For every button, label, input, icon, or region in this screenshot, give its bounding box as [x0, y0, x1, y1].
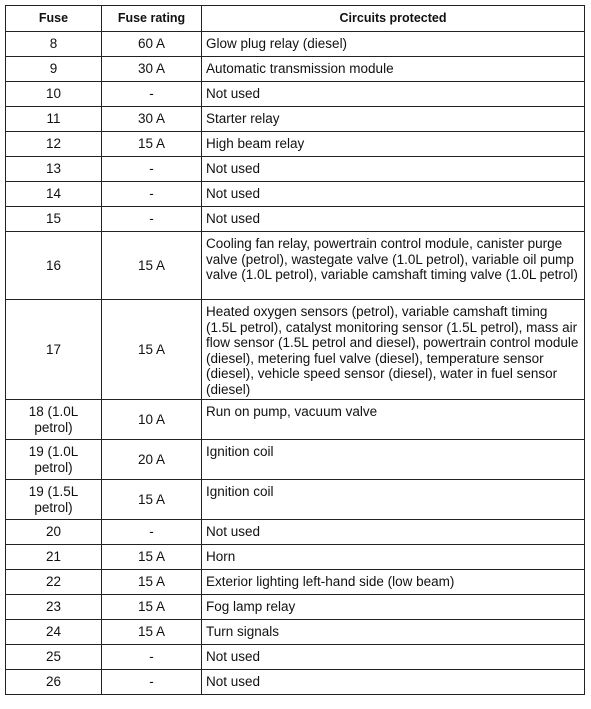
circuit-description: Cooling fan relay, powertrain control module, canister purge valve (petrol), wastegate valve (1.0L petrol), variable oil pump valve (1.0L petrol), variable camshaft timing valve (1.0L petrol) [202, 232, 585, 300]
fuse-rating: - [102, 82, 202, 107]
fuse-number: 24 [6, 620, 102, 645]
fuse-table [5, 5, 585, 695]
fuse-rating: 15 A [102, 620, 202, 645]
fuse-rating: 10 A [102, 400, 202, 440]
table-row [6, 300, 585, 400]
fuse-number: 16 [6, 232, 102, 300]
fuse-number: 26 [6, 670, 102, 695]
circuit-description: Not used [202, 82, 585, 107]
table-row [6, 570, 585, 595]
fuse-rating: - [102, 670, 202, 695]
circuit-description: Starter relay [202, 107, 585, 132]
fuse-number: 23 [6, 595, 102, 620]
fuse-number: 22 [6, 570, 102, 595]
fuse-rating: 15 A [102, 480, 202, 520]
circuit-description: Automatic transmission module [202, 57, 585, 82]
fuse-number: 12 [6, 132, 102, 157]
fuse-rating: 30 A [102, 107, 202, 132]
circuit-description: Not used [202, 670, 585, 695]
fuse-rating: 15 A [102, 545, 202, 570]
fuse-rating: 15 A [102, 132, 202, 157]
fuse-rating: 60 A [102, 32, 202, 57]
circuit-description: Not used [202, 645, 585, 670]
table-row [6, 480, 585, 520]
table-row [6, 107, 585, 132]
fuse-rating: 30 A [102, 57, 202, 82]
fuse-rating: 15 A [102, 232, 202, 300]
table-row [6, 32, 585, 57]
fuse-number: 9 [6, 57, 102, 82]
fuse-rating: - [102, 182, 202, 207]
fuse-rating: - [102, 207, 202, 232]
circuit-description: Ignition coil [202, 480, 585, 520]
fuse-number: 17 [6, 300, 102, 400]
fuse-number: 25 [6, 645, 102, 670]
circuit-description: High beam relay [202, 132, 585, 157]
fuse-rating: 15 A [102, 570, 202, 595]
table-row [6, 207, 585, 232]
fuse-rating: - [102, 157, 202, 182]
table-row [6, 520, 585, 545]
fuse-number: 11 [6, 107, 102, 132]
fuse-rating: - [102, 520, 202, 545]
circuit-description: Not used [202, 207, 585, 232]
table-row [6, 400, 585, 440]
header-circuits-protected: Circuits protected [202, 6, 585, 32]
table-row [6, 232, 585, 300]
table-row [6, 645, 585, 670]
fuse-rating: - [102, 645, 202, 670]
fuse-number: 20 [6, 520, 102, 545]
fuse-rating: 15 A [102, 595, 202, 620]
fuse-number: 14 [6, 182, 102, 207]
table-row [6, 132, 585, 157]
table-row [6, 545, 585, 570]
fuse-number: 19 (1.0L petrol) [6, 440, 102, 480]
circuit-description: Turn signals [202, 620, 585, 645]
table-row [6, 57, 585, 82]
fuse-number: 8 [6, 32, 102, 57]
fuse-number: 18 (1.0L petrol) [6, 400, 102, 440]
table-row [6, 670, 585, 695]
circuit-description: Fog lamp relay [202, 595, 585, 620]
circuit-description: Exterior lighting left-hand side (low beam) [202, 570, 585, 595]
circuit-description: Ignition coil [202, 440, 585, 480]
circuit-description: Not used [202, 182, 585, 207]
fuse-rating: 15 A [102, 300, 202, 400]
fuse-number: 15 [6, 207, 102, 232]
fuse-number: 13 [6, 157, 102, 182]
circuit-description: Run on pump, vacuum valve [202, 400, 585, 440]
fuse-number: 10 [6, 82, 102, 107]
header-fuse-rating: Fuse rating [102, 6, 202, 32]
fuse-rating: 20 A [102, 440, 202, 480]
circuit-description: Not used [202, 157, 585, 182]
table-row [6, 595, 585, 620]
table-row [6, 82, 585, 107]
circuit-description: Not used [202, 520, 585, 545]
circuit-description: Horn [202, 545, 585, 570]
header-fuse: Fuse [6, 6, 102, 32]
fuse-number: 21 [6, 545, 102, 570]
table-row [6, 620, 585, 645]
circuit-description: Glow plug relay (diesel) [202, 32, 585, 57]
table-row [6, 182, 585, 207]
circuit-description: Heated oxygen sensors (petrol), variable camshaft timing (1.5L petrol), catalyst monitoring sensor (1.5L petrol), mass air flow sensor (1.5L petrol and diesel), powertrain control module (diesel), metering fuel valve (diesel), temperature sensor (diesel), vehicle speed sensor (diesel), water in fuel sensor (diesel) [202, 300, 585, 400]
table-row [6, 157, 585, 182]
table-row [6, 440, 585, 480]
fuse-number: 19 (1.5L petrol) [6, 480, 102, 520]
table-header-row [6, 6, 585, 32]
